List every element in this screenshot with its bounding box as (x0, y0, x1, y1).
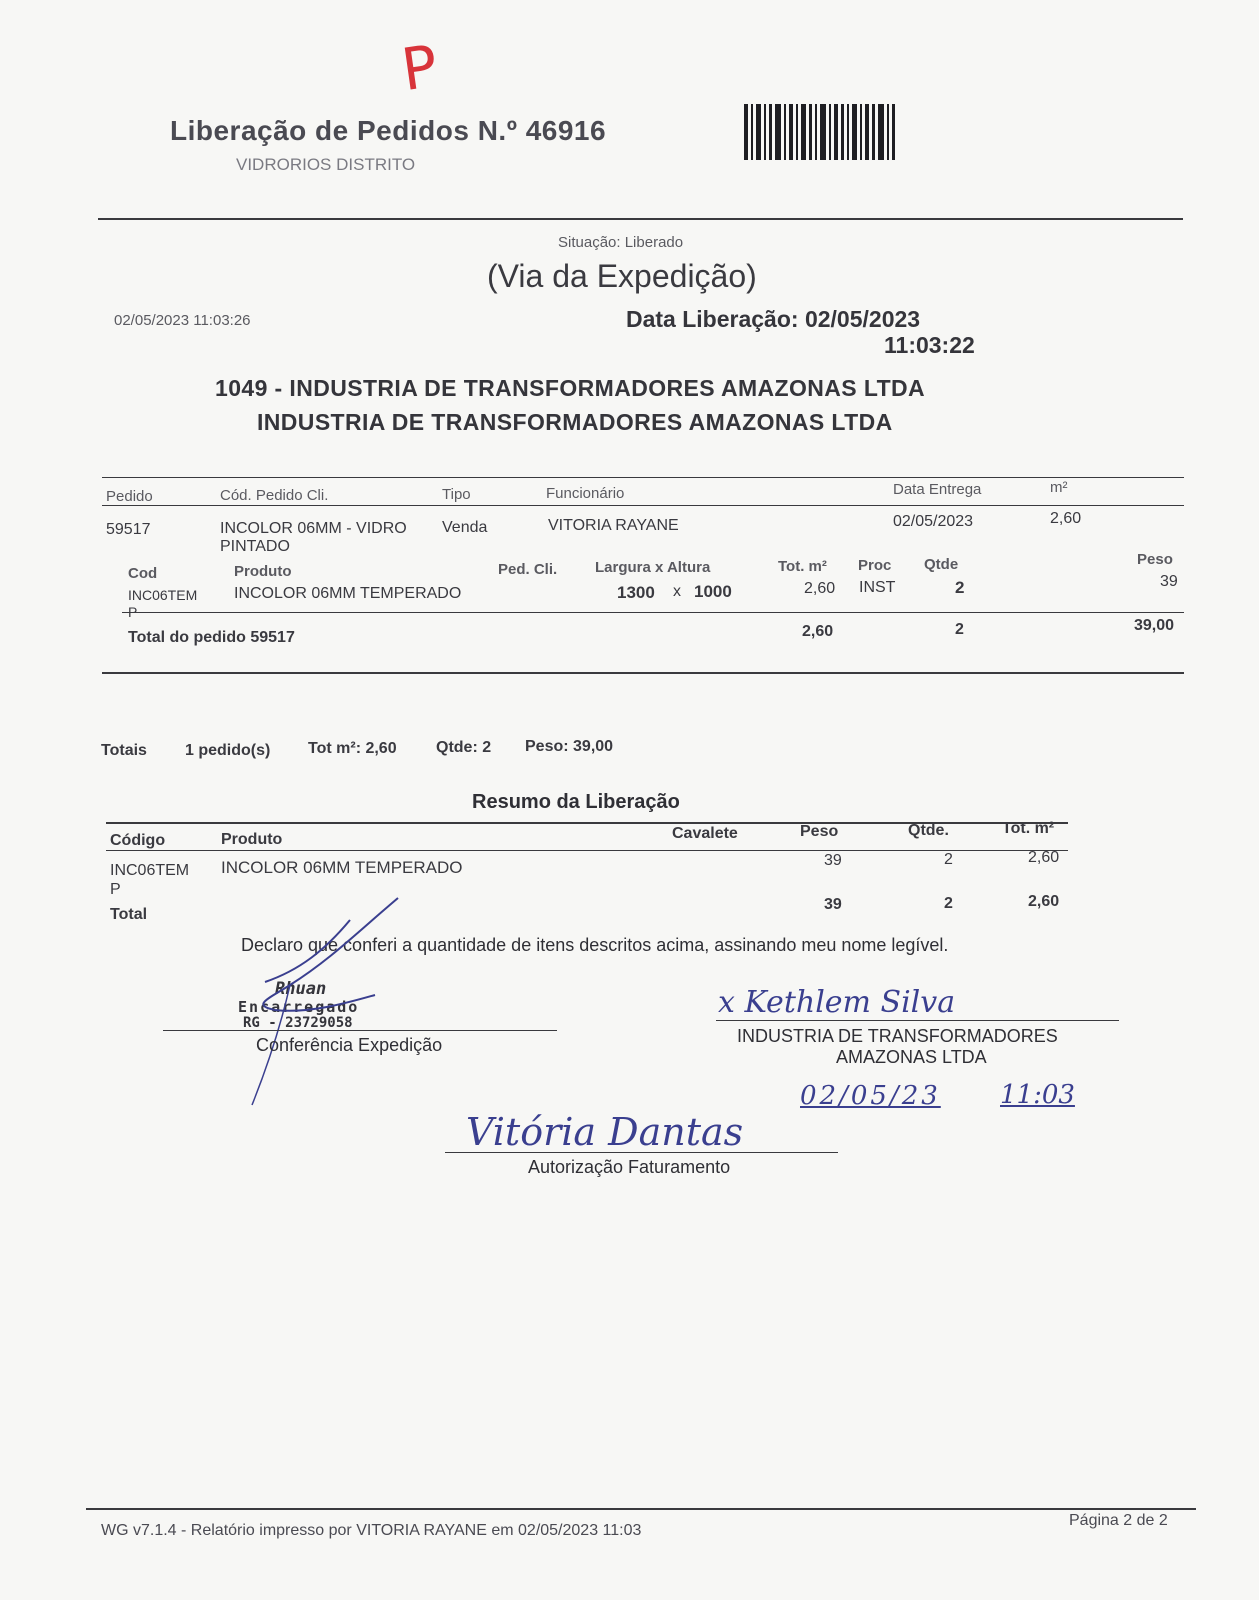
item-cod-l1: INC06TEM (128, 587, 198, 603)
summary-total-label: Total (110, 906, 148, 923)
release-label (626, 306, 920, 333)
item-col-cod: Cod (128, 565, 158, 582)
release-date: 02/05/2023 (804, 306, 921, 332)
print-datetime: 02/05/2023 11:03:26 (114, 312, 251, 329)
summary-total-tot-m2: 2,60 (1028, 893, 1060, 910)
totals-peso: Peso: 39,00 (525, 738, 614, 755)
order-total-qtde: 2 (955, 621, 964, 638)
totals-pedidos: 1 pedido(s) (185, 742, 271, 759)
summary-title: Resumo da Liberação (472, 791, 680, 813)
item-col-ped-cli: Ped. Cli. (498, 561, 558, 578)
release-label-text: Data Liberação: (626, 306, 799, 332)
summary-col-tot-m2: Tot. m² (1002, 820, 1055, 837)
status-text: Situação: Liberado (558, 234, 684, 251)
order-total-label: Total do pedido 59517 (128, 629, 295, 646)
via-label: (Via da Expedição) (487, 258, 757, 294)
order-tipo: Venda (442, 519, 488, 536)
item-col-qtde: Qtde (924, 556, 959, 573)
summary-col-cavalete: Cavalete (672, 825, 738, 842)
order-m2: 2,60 (1050, 510, 1082, 527)
signature-scribble (230, 890, 410, 1120)
order-pedido: 59517 (106, 521, 151, 538)
summary-total-qtde: 2 (944, 895, 953, 912)
autorizacao-signature: Vitória Dantas (466, 1110, 744, 1154)
handwritten-time: 11:03 (1000, 1080, 1075, 1110)
order-cod-pedido-l2: PINTADO (220, 538, 290, 555)
item-col-produto: Produto (234, 563, 292, 580)
col-pedido: Pedido (106, 488, 153, 505)
order-cod-pedido-l1: INCOLOR 06MM - VIDRO (220, 520, 407, 537)
item-x: x (673, 583, 681, 600)
summary-codigo-l1: INC06TEM (110, 862, 190, 879)
summary-col-produto: Produto (221, 831, 283, 848)
col-funcionario: Funcionário (546, 485, 625, 502)
client-name-l1: INDUSTRIA DE TRANSFORMADORES (737, 1026, 1058, 1046)
item-col-largura-altura: Largura x Altura (595, 559, 711, 576)
item-col-peso: Peso (1137, 551, 1173, 568)
order-total-peso: 39,00 (1134, 617, 1175, 634)
order-total-rule (122, 612, 1184, 613)
item-altura: 1000 (694, 582, 732, 601)
client-signature-line (716, 1020, 1119, 1021)
col-tipo: Tipo (442, 486, 471, 503)
autorizacao-label: Autorização Faturamento (528, 1157, 731, 1177)
summary-tot-m2: 2,60 (1028, 849, 1060, 866)
totals-qtde: Qtde: 2 (436, 739, 492, 756)
footer-page: Página 2 de 2 (1069, 1512, 1168, 1529)
stamp-rg: RG - 23729058 (243, 1015, 353, 1031)
summary-total-peso: 39 (824, 896, 842, 913)
order-funcionario: VITORIA RAYANE (548, 517, 679, 534)
conferencia-line (163, 1030, 557, 1031)
totals-tot-m2: Tot m²: 2,60 (308, 740, 397, 757)
summary-codigo-l2: P (110, 881, 121, 898)
client-line-1: 1049 - INDUSTRIA DE TRANSFORMADORES AMAZONAS LTDA (215, 375, 926, 401)
summary-col-qtde: Qtde. (908, 822, 949, 839)
col-m2: m² (1050, 479, 1068, 496)
footer-rule (86, 1508, 1196, 1510)
header-divider (98, 218, 1183, 220)
summary-produto: INCOLOR 06MM TEMPERADO (221, 858, 463, 877)
summary-qtde: 2 (944, 851, 953, 868)
item-peso: 39 (1160, 573, 1178, 590)
footer-left: WG v7.1.4 - Relatório impresso por VITORIA RAYANE em 02/05/2023 11:03 (101, 1522, 642, 1539)
item-qtde: 2 (955, 578, 965, 597)
totals-label: Totais (101, 742, 147, 759)
conferencia-label: Conferência Expedição (256, 1035, 443, 1055)
col-cod-pedido: Cód. Pedido Cli. (220, 487, 329, 504)
item-col-proc: Proc (858, 557, 892, 574)
order-header-rule (102, 505, 1184, 506)
client-line-2: INDUSTRIA DE TRANSFORMADORES AMAZONAS LTDA (257, 409, 893, 435)
document-title: Liberação de Pedidos N.º 46916 (170, 115, 607, 146)
summary-header-rule (106, 850, 1068, 851)
summary-col-codigo: Código (110, 832, 166, 849)
autorizacao-line (445, 1152, 838, 1153)
client-name-l2: AMAZONAS LTDA (836, 1047, 987, 1067)
handwritten-date: 02/05/23 (800, 1081, 941, 1111)
summary-peso: 39 (824, 852, 842, 869)
item-col-tot-m2: Tot. m² (778, 558, 827, 575)
company-name: VIDRORIOS DISTRITO (236, 155, 416, 174)
stamp-role: Encarregado (238, 998, 360, 1016)
stamp-name: Rhuan (275, 979, 327, 999)
client-signature: x Kethlem Silva (718, 985, 956, 1020)
barcode (744, 104, 934, 160)
order-table-bottom-rule (102, 672, 1184, 674)
signature-stroke-1 (263, 898, 398, 1011)
order-data-entrega: 02/05/2023 (893, 513, 974, 530)
release-time: 11:03:22 (884, 332, 975, 358)
handwritten-mark: P (397, 31, 442, 105)
item-cod-l2: P (128, 604, 138, 620)
item-tot-m2: 2,60 (804, 580, 836, 597)
order-table-top-rule (102, 477, 1184, 478)
declaration-text: Declaro que conferi a quantidade de itens descritos acima, assinando meu nome legível. (241, 935, 949, 955)
item-largura: 1300 (617, 583, 655, 602)
order-total-m2: 2,60 (802, 623, 834, 640)
item-proc: INST (859, 579, 896, 596)
summary-col-peso: Peso (800, 823, 839, 840)
item-produto: INCOLOR 06MM TEMPERADO (234, 585, 462, 602)
col-data-entrega: Data Entrega (893, 481, 982, 498)
